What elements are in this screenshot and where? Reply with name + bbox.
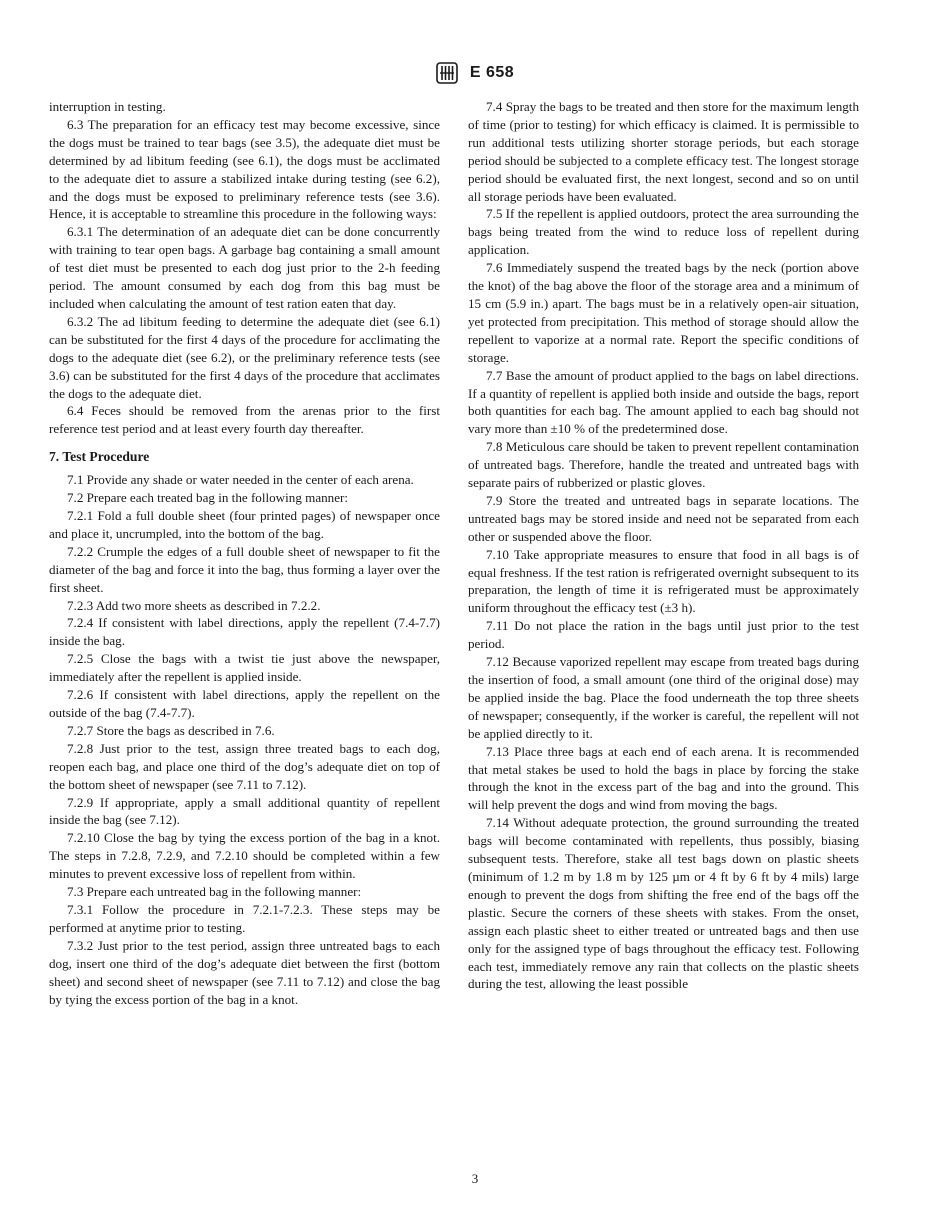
paragraph: 7.3.2 Just prior to the test period, assign three untreated bags to each dog, insert one third of the dog’s adequate diet between the first (bottom sheet) and second sheet of newspaper (see 7.11 to 7.12) and close the bag by tying the excess portion of the bag in a knot. (49, 937, 440, 1007)
left-column (49, 98, 440, 1008)
right-column (468, 98, 859, 993)
paragraph: 7.5 If the repellent is applied outdoors, protect the area surrounding the bags being treated from the wind to reduce loss of repellent during application. (468, 206, 859, 258)
paragraph: 7.9 Store the treated and untreated bags in separate locations. The untreated bags may be stored inside and need not be separated from each other or suspended above the floor. (468, 492, 859, 544)
paragraph: 7.6 Immediately suspend the treated bags by the neck (portion above the knot) of the bag above the floor of the storage area and a minimum of 15 cm (5.9 in.) apart. The bags must be in a relatively open-air situation, yet protected from precipitation. This method of storage should allow the repellent to vaporize at a normal rate. Report the specific conditions of storage. (468, 260, 859, 365)
paragraph: 7.14 Without adequate protection, the ground surrounding the treated bags will become contaminated with repellents, thus possibly, biasing subsequent tests. Therefore, stake all test bags down on plastic sheets (minimum of 1.2 m by 1.8 m by 125 µm or 4 ft by 6 ft by 4 mils) large enough to prevent the dogs from shifting the free end of the bags off the plastic. Secure the corners of these sheets with stakes. From the onset, assign each plastic sheet to either treated or untreated bags and then use only for the assigned type of bags throughout the efficacy test. Following each test, immediately remove any rain that collects on the plastic sheets during the test, allowing the least possible (468, 815, 859, 992)
paragraph: 7.2.8 Just prior to the test, assign three treated bags to each dog, reopen each bag, and place one third of the dog’s adequate diet on top of the bottom sheet of newspaper (see 7.11 to 7.12). (49, 740, 440, 792)
astm-logo-icon (436, 62, 458, 84)
paragraph: 7.2.3 Add two more sheets as described in 7.2.2. (67, 597, 321, 613)
page-number: 3 (471, 1171, 479, 1186)
page-header (0, 62, 950, 84)
section-heading: 7. Test Procedure (49, 449, 150, 465)
paragraph: 6.3.2 The ad libitum feeding to determine the adequate diet (see 6.1) can be substituted for the first 4 days of the procedure for acclimating the dogs to the adequate diet (see 6.2), or the preliminary reference tests (see 3.6) can be substituted for the first 4 days of the procedure that acclimates the dogs to the adequate diet. (49, 313, 440, 401)
paragraph: 7.2.6 If consistent with label directions, apply the repellent on the outside of the bag (7.4-7.7). (49, 687, 440, 720)
paragraph: 7.3.1 Follow the procedure in 7.2.1-7.2.3. These steps may be performed at anytime prior to testing. (49, 901, 440, 935)
paragraph: 7.8 Meticulous care should be taken to prevent repellent contamination of untreated bags. Therefore, handle the treated and untreated bags with separate pairs of rubberized or plastic gloves. (468, 439, 859, 491)
paragraph: 7.2.9 If appropriate, apply a small additional quantity of repellent inside the bag (see 7.12). (49, 794, 440, 828)
paragraph: 7.10 Take appropriate measures to ensure that food in all bags is of equal freshness. If the test ration is refrigerated overnight subsequent to its preparation, the length of time it is refrigerated must be approximately uniform throughout the efficacy test (±3 h). (468, 546, 859, 616)
paragraph: 7.2.7 Store the bags as described in 7.6. (67, 722, 275, 738)
paragraph: 7.13 Place three bags at each end of each arena. It is recommended that metal stakes be used to hold the bags in place by forcing the stake through the knot in the excess part of the bag and into the ground. This will help prevent the dogs and wind from moving the bags. (468, 743, 859, 813)
paragraph: 6.3.1 The determination of an adequate diet can be done concurrently with training to tear open bags. A garbage bag containing a small amount of test diet must be presented to each dog just prior to the 2-h feeding period. The amount consumed by each dog from this bag must be included when calculating the amount of test ration eaten that day. (49, 224, 440, 311)
paragraph: 7.7 Base the amount of product applied to the bags on label directions. If a quantity of repellent is applied both inside and outside the bags, report both quantities for each bag. The amount applied to each bag should not vary more than ±10 % of the predetermined dose. (468, 367, 859, 437)
paragraph: 7.4 Spray the bags to be treated and then store for the maximum length of time (prior to testing) for which efficacy is claimed. It is permissible to run additional tests utilizing shorter storage periods, but each storage period should be subjected to a complete efficacy test. The longest storage period should be evaluated first, the next longest, second and so on until all storage periods have been evaluated. (468, 99, 859, 204)
paragraph: 7.2.4 If consistent with label directions, apply the repellent (7.4-7.7) inside the bag. (49, 615, 440, 649)
paragraph: 7.2.2 Crumple the edges of a full double sheet of newspaper to fit the diameter of the bag and force it into the bag, thus forming a layer over the first sheet. (49, 543, 440, 595)
paragraph: 7.12 Because vaporized repellent may escape from treated bags during the insertion of food, a small amount (one third of the original dose) may be applied inside the bag. Place the food underneath the top three sheets of newspaper; consequently, if the worker is careful, the repellent will not be applied directly to it. (468, 654, 859, 741)
paragraph: 7.3 Prepare each untreated bag in the following manner: (67, 884, 362, 900)
paragraph: 7.2.5 Close the bags with a twist tie just above the newspaper, immediately after the repellent is applied inside. (49, 651, 440, 685)
paragraph: 7.1 Provide any shade or water needed in the center of each arena. (67, 472, 414, 488)
paragraph: 7.2.10 Close the bag by tying the excess portion of the bag in a knot. The steps in 7.2.8, 7.2.9, and 7.2.10 should be completed within a few minutes to prevent excessive loss of repellent from within. (49, 830, 440, 882)
paragraph: 7.2 Prepare each treated bag in the following manner: (67, 490, 349, 506)
paragraph: 7.11 Do not place the ration in the bags until just prior to the test period. (468, 618, 859, 652)
paragraph: 6.3 The preparation for an efficacy test may become excessive, since the dogs must be trained to tear bags (see 3.5), the adequate diet must be determined by ad libitum feeding (see 6.1), the dogs must be acclimated to the adequate diet to assure a stabilized intake during testing (see 6.2), and the dogs must be exposed to preliminary reference tests (see 3.6). Hence, it is acceptable to streamline this procedure in the following ways: (49, 116, 440, 222)
standard-designation: E 658 (469, 64, 515, 81)
paragraph: 7.2.1 Fold a full double sheet (four printed pages) of newspaper once and place it, uncrumpled, into the bottom of the bag. (49, 508, 440, 541)
paragraph: interruption in testing. (49, 99, 166, 114)
paragraph: 6.4 Feces should be removed from the arenas prior to the first reference test period and at least every fourth day thereafter. (49, 403, 440, 437)
